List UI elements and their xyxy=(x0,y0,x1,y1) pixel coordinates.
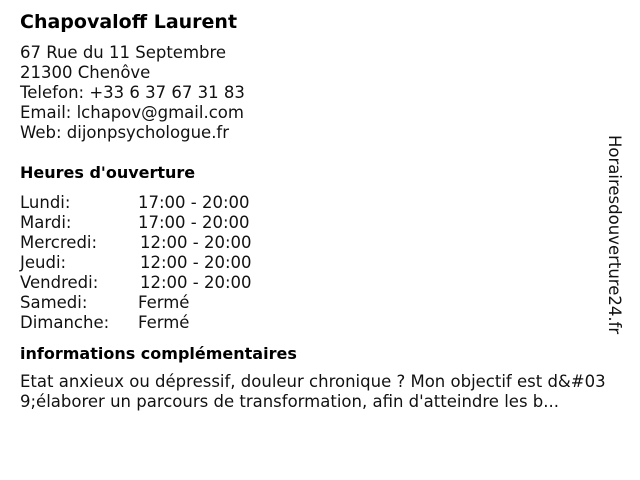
hours-row xyxy=(20,253,252,273)
day-label: Jeudi: xyxy=(20,253,67,272)
postal-city: 21300 Chenôve xyxy=(20,63,151,82)
hours-row xyxy=(20,213,252,233)
day-label: Vendredi: xyxy=(20,273,99,292)
email-line: Email: lchapov@gmail.com xyxy=(20,103,244,122)
day-label: Mardi: xyxy=(20,213,72,232)
opening-hours-table xyxy=(20,193,252,333)
day-hours: 17:00 - 20:00 xyxy=(138,193,250,212)
hours-row xyxy=(20,233,252,253)
info-description: Etat anxieux ou dépressif, douleur chronique ? Mon objectif est d&#039;élaborer un parcours de transformation, afin d'atteindre les b... xyxy=(20,372,606,411)
day-hours: 12:00 - 20:00 xyxy=(140,253,252,272)
phone-line: Telefon: +33 6 37 67 31 83 xyxy=(20,83,245,102)
day-label: Lundi: xyxy=(20,193,71,212)
hours-heading: Heures d'ouverture xyxy=(20,163,196,182)
day-hours: Fermé xyxy=(138,293,190,312)
hours-row xyxy=(20,273,252,293)
street-address: 67 Rue du 11 Septembre xyxy=(20,43,227,62)
day-label: Samedi: xyxy=(20,293,88,312)
day-hours: Fermé xyxy=(138,313,190,332)
brand-watermark: Horairesdouverture24.fr xyxy=(605,135,624,335)
day-hours: 12:00 - 20:00 xyxy=(140,273,252,292)
hours-row xyxy=(20,313,252,333)
info-heading: informations complémentaires xyxy=(20,344,297,363)
day-hours: 17:00 - 20:00 xyxy=(138,213,250,232)
business-card xyxy=(20,10,610,412)
day-label: Mercredi: xyxy=(20,233,98,252)
address-block xyxy=(20,43,610,143)
hours-row xyxy=(20,293,252,313)
web-line: Web: dijonpsychologue.fr xyxy=(20,123,230,142)
hours-row xyxy=(20,193,252,213)
day-hours: 12:00 - 20:00 xyxy=(140,233,252,252)
day-label: Dimanche: xyxy=(20,313,110,332)
business-name: Chapovaloff Laurent xyxy=(20,11,238,33)
